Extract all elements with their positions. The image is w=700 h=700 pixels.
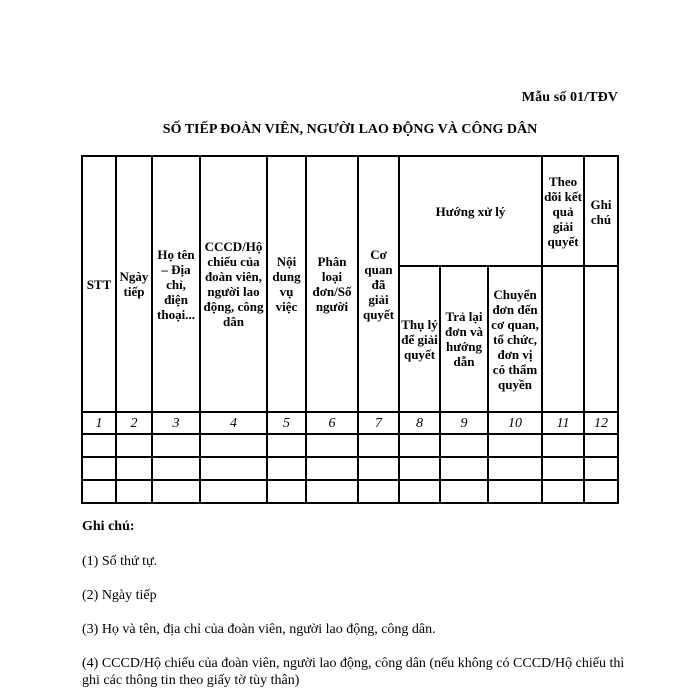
table-cell [440, 434, 488, 457]
header-date: Ngày tiếp [116, 156, 152, 412]
table-cell [306, 457, 358, 480]
header-return-guide: Trả lại đơn và hướng dẫn [440, 266, 488, 412]
table-cell [542, 434, 584, 457]
document-title: SỐ TIẾP ĐOÀN VIÊN, NGƯỜI LAO ĐỘNG VÀ CÔNG DÂN [162, 122, 538, 137]
header-content: Nội dung vụ việc [267, 156, 306, 412]
table-cell [82, 434, 116, 457]
table-cell [399, 434, 440, 457]
column-number: 6 [306, 412, 358, 434]
header-direction: Hướng xử lý [399, 156, 542, 266]
table-cell [267, 457, 306, 480]
note-item-3: (3) Họ và tên, địa chỉ của đoàn viên, người lao động, công dân. [82, 622, 436, 637]
table-cell [267, 480, 306, 503]
table-cell [358, 457, 399, 480]
column-number: 3 [152, 412, 200, 434]
table-cell [440, 480, 488, 503]
notes-label: Ghi chú: [82, 519, 135, 534]
table-cell [584, 480, 618, 503]
table-cell [358, 480, 399, 503]
column-number-row [82, 412, 618, 434]
reception-ledger-table [81, 155, 619, 504]
header-notes-sub [584, 266, 618, 412]
table-cell [488, 434, 542, 457]
table-cell [200, 480, 267, 503]
header-classification: Phân loại đơn/Số người [306, 156, 358, 412]
table-cell [116, 434, 152, 457]
table-cell [82, 480, 116, 503]
table-cell [306, 434, 358, 457]
table-cell [584, 434, 618, 457]
header-followup-sub [542, 266, 584, 412]
table-cell [584, 457, 618, 480]
column-number: 9 [440, 412, 488, 434]
header-transfer: Chuyển đơn đến cơ quan, tổ chức, đơn vị có thẩm quyền [488, 266, 542, 412]
table-cell [116, 480, 152, 503]
note-item-4: (4) CCCD/Hộ chiếu của đoàn viên, người lao động, công dân (nếu không có CCCD/Hộ chiếu thì ghi các thông tin theo giấy tờ tùy thân) [82, 656, 625, 688]
table-cell [200, 434, 267, 457]
table-cell [399, 457, 440, 480]
form-code: Mẫu số 01/TĐV [521, 90, 618, 105]
header-resolved-by: Cơ quan đã giải quyết [358, 156, 399, 412]
note-item-1: (1) Số thứ tự. [82, 554, 158, 569]
header-notes: Ghi chú [584, 156, 618, 266]
table-row [82, 457, 618, 480]
header-followup: Theo dõi kết quả giải quyết [542, 156, 584, 266]
table-cell [542, 457, 584, 480]
table-cell [200, 457, 267, 480]
header-stt: STT [82, 156, 116, 412]
table-cell [440, 457, 488, 480]
table-cell [488, 480, 542, 503]
table-cell [152, 480, 200, 503]
column-number: 7 [358, 412, 399, 434]
header-accept: Thụ lý để giải quyết [399, 266, 440, 412]
column-number: 1 [82, 412, 116, 434]
table-row [82, 434, 618, 457]
column-number: 11 [542, 412, 584, 434]
table-cell [116, 457, 152, 480]
table-cell [488, 457, 542, 480]
column-number: 12 [584, 412, 618, 434]
table-cell [267, 434, 306, 457]
column-number: 2 [116, 412, 152, 434]
header-name: Họ tên – Địa chỉ, điện thoại... [152, 156, 200, 412]
table-cell [306, 480, 358, 503]
table-cell [152, 457, 200, 480]
table-cell [82, 457, 116, 480]
note-item-2: (2) Ngày tiếp [82, 588, 157, 603]
column-number: 4 [200, 412, 267, 434]
table-cell [152, 434, 200, 457]
column-number: 10 [488, 412, 542, 434]
table-cell [542, 480, 584, 503]
table-cell [358, 434, 399, 457]
table-cell [399, 480, 440, 503]
column-number: 8 [399, 412, 440, 434]
header-id: CCCD/Hộ chiếu của đoàn viên, người lao động, công dân [200, 156, 267, 412]
table-row [82, 480, 618, 503]
column-number: 5 [267, 412, 306, 434]
